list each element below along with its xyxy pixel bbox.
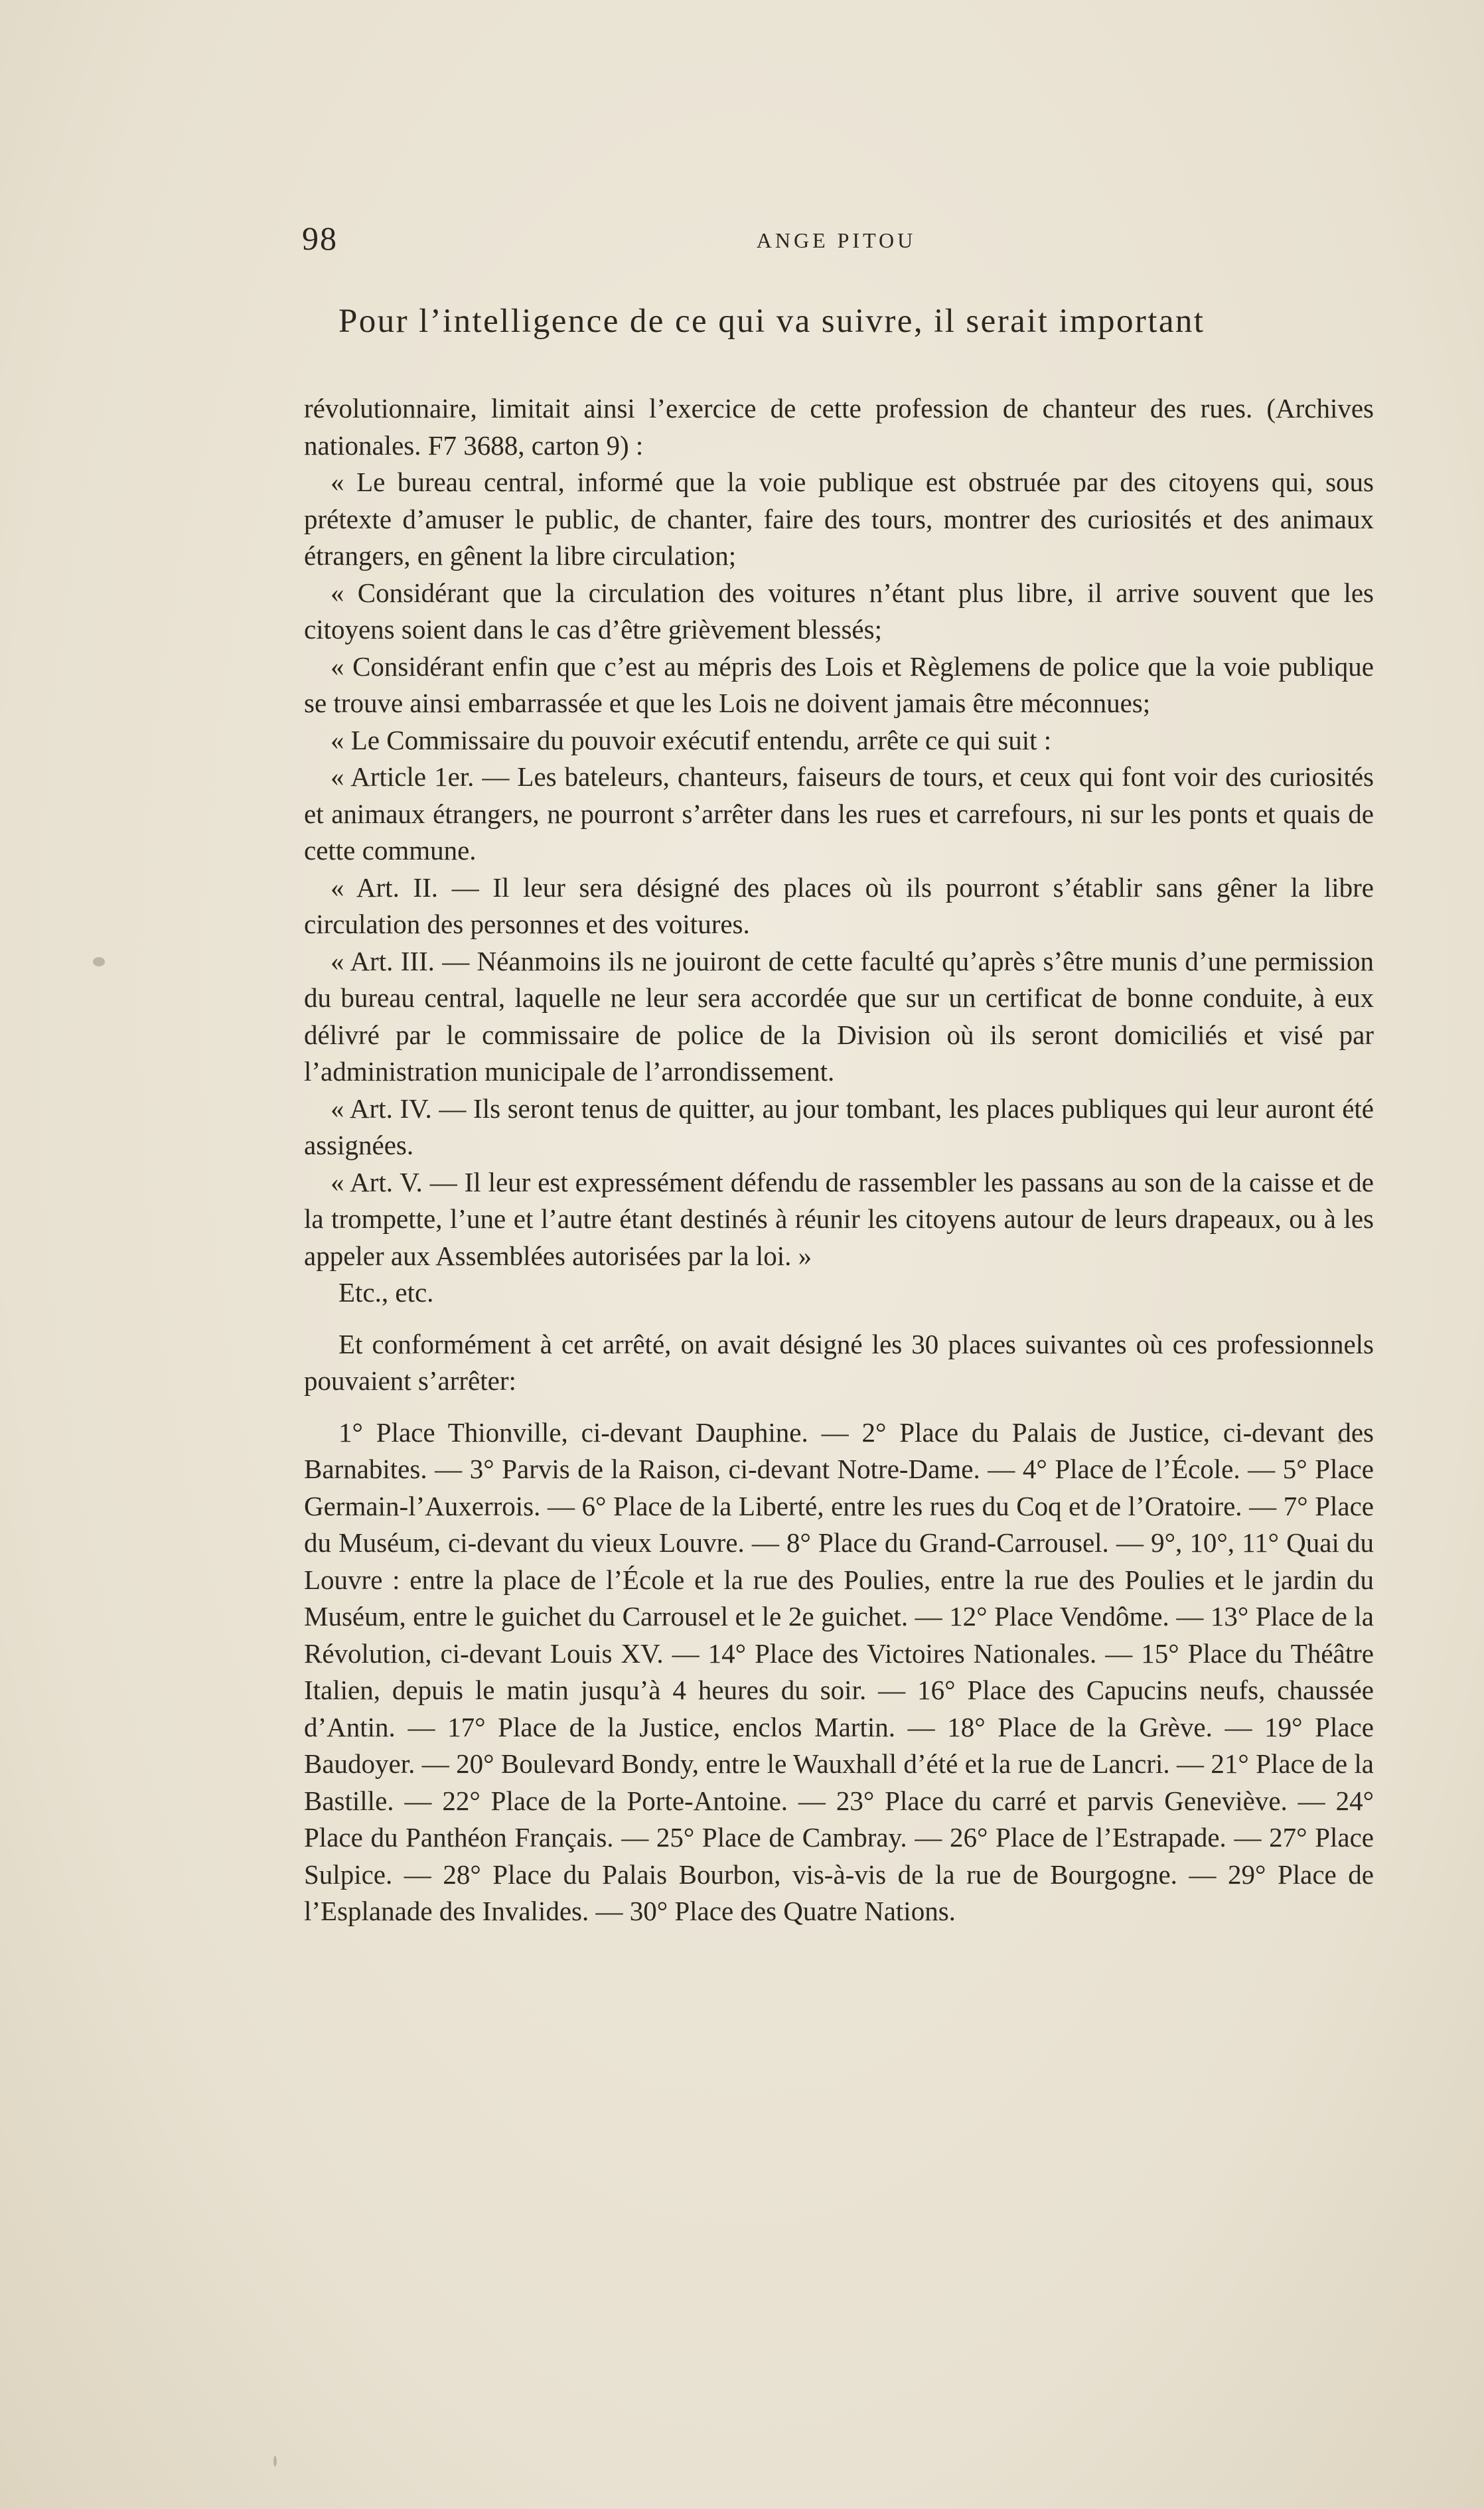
paragraph-bureau-central: « Le bureau central, informé que la voie publique est obstruée par des citoyens qui, sous prétexte d’amuser le public, de chanter, faire des tours, montrer des curiosités et des animaux étrangers, en gênent la libre circulation; [304,467,1374,571]
page-header [302,219,1371,259]
paper-speck [93,957,105,966]
paragraph-article-1: « Article 1er. — Les bateleurs, chanteurs, faiseurs de tours, et ceux qui font voir des curiosités et animaux étrangers, ne pourront s’arrêter dans les rues et carrefours, ni sur les ponts et quais de cette commune. [304,761,1374,866]
paragraph-etc: Etc., etc. [338,1277,434,1308]
paragraph-conformement: Et conformément à cet arrêté, on avait désigné les 30 places suivantes où ces professionnels pouvaient s’arrêter: [304,1328,1374,1396]
paragraph-commissaire: « Le Commissaire du pouvoir exécutif entendu, arrête ce qui suit : [331,724,1052,755]
running-head: ANGE PITOU [756,228,917,252]
page-number: 98 [302,220,338,257]
paragraph-places-list: 1° Place Thionville, ci-devant Dauphine. — 2° Place du Palais de Justice, ci-devant des Barnabites. — 3° Parvis de la Raison, ci-devant Notre-Dame. — 4° Place de l’École. — 5° Place Germain-l’Auxerrois. — 6° Place de la Liberté, entre les rues du Coq et de l’Oratoire. — 7° Place du Muséum, ci-devant du vieux Louvre. — 8° Place du Grand-Carrousel. — 9°, 10°, 11° Quai du Louvre : entre la place de l’École et la rue des Poulies, entre la rue des Poulies et le jardin du Muséum, entre le guichet du Carrousel et le 2e guichet. — 12° Place Vendôme. — 13° Place de la Révolution, ci-devant Louis XV. — 14° Place des Victoires Nationales. — 15° Place du Théâtre Italien, depuis le matin jusqu’à 4 heures du soir. — 16° Place des Capucins neufs, chaussée d’Antin. — 17° Place de la Justice, enclos Martin. — 18° Place de la Grève. — 19° Place Baudoyer. — 20° Boulevard Bondy, entre le Wauxhall d’été et la rue de Lancri. — 21° Place de la Bastille. — 22° Place de la Porte-Antoine. — 23° Place du carré et parvis Geneviève. — 24° Place du Panthéon Français. — 25° Place de Cambray. — 26° Place de l’Estrapade. — 27° Place Sulpice. — 28° Place du Palais Bourbon, vis-à-vis de la rue de Bourgogne. — 29° Place de l’Esplanade des Invalides. — 30° Place des Quatre Nations. [304,1416,1374,1926]
paragraph-article-4: « Art. IV. — Ils seront tenus de quitter, au jour tombant, les places publiques qui leur auront été assignées. [304,1093,1374,1160]
paragraph-considerant-2: « Considérant enfin que c’est au mépris des Lois et Règlemens de police que la voie publique se trouve ainsi embarrassée et que les Lois ne doivent jamais être méconnues; [304,650,1374,718]
paper-speck [273,2456,277,2467]
paper-speck [1338,1440,1342,1444]
paragraph-article-3: « Art. III. — Néanmoins ils ne jouiront de cette faculté qu’après s’être munis d’une permission du bureau central, laquelle ne leur sera accordée que sur un certificat de bonne conduite, à eux délivré par le commissaire de police de la Division où ils seront domiciliés et visé par l’administration municipale de l’arrondissement. [304,945,1374,1087]
body-text [304,390,1374,1930]
paragraph-article-5: « Art. V. — Il leur est expressément défendu de rassembler les passans au son de la caisse et de la trompette, l’une et l’autre étant destinés à réunir les citoyens autour de leurs drapeaux, ou à les appeler aux Assemblées autorisées par la loi. » [304,1166,1374,1271]
paragraph-considerant-1: « Considérant que la circulation des voitures n’étant plus libre, il arrive souvent que les citoyens soient dans le cas d’être grièvement blessés; [304,577,1374,645]
lead-line: Pour l’intelligence de ce qui va suivre, il serait important [338,303,1205,340]
paragraph-intro: révolutionnaire, limitait ainsi l’exercice de cette profession de chanteur des rues. (Archives nationales. F7 3688, carton 9) : [304,393,1374,461]
paragraph-article-2: « Art. II. — Il leur sera désigné des places où ils pourront s’établir sans gêner la libre circulation des personnes et des voitures. [304,872,1374,939]
